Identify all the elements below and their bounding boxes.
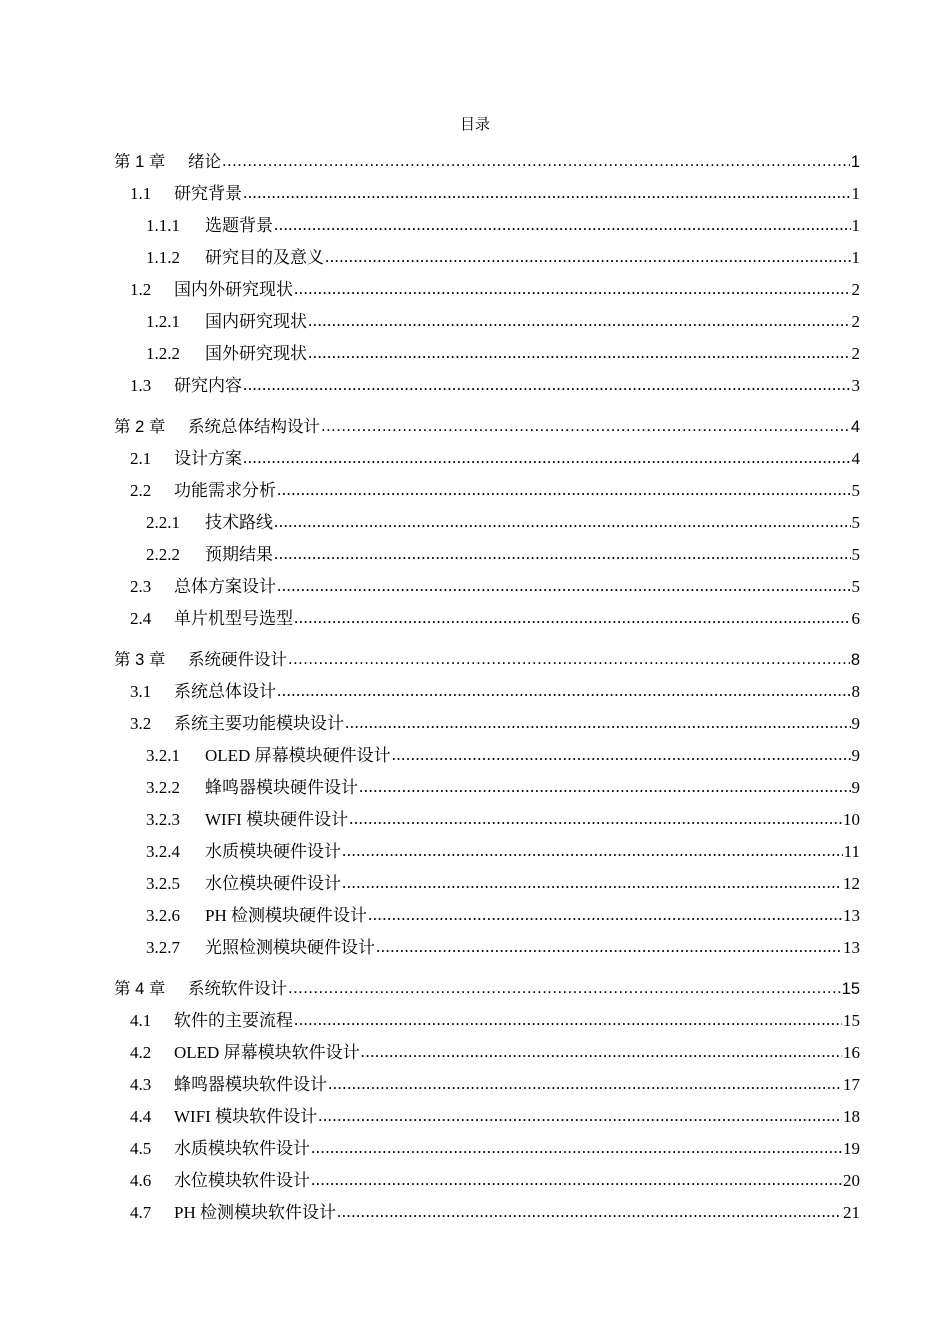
toc-dot-leader xyxy=(222,145,850,177)
toc-dot-leader xyxy=(321,410,850,442)
toc-chapter-entry[interactable] xyxy=(114,411,860,443)
toc-section-entry[interactable] xyxy=(114,370,860,402)
toc-entry-page-number: 1 xyxy=(851,248,860,267)
toc-dot-leader xyxy=(243,369,851,401)
toc-entry-page-number: 18 xyxy=(843,1107,860,1126)
toc-section-entry[interactable] xyxy=(114,1165,860,1197)
toc-dot-leader xyxy=(277,675,851,707)
toc-entry-number: 第 4 章 xyxy=(114,980,166,998)
toc-section-entry[interactable] xyxy=(114,932,860,964)
toc-dot-leader xyxy=(277,474,851,506)
toc-entry-title: 国内研究现状 xyxy=(205,312,307,331)
toc-section-entry[interactable] xyxy=(114,443,860,475)
toc-dot-leader xyxy=(359,771,851,803)
toc-section-entry[interactable] xyxy=(114,900,860,932)
toc-entry-page-number: 3 xyxy=(851,376,860,395)
toc-entry-page-number: 17 xyxy=(843,1075,860,1094)
toc-entry-title: 水质模块硬件设计 xyxy=(205,842,341,861)
toc-entry-number: 1.1 xyxy=(130,184,152,203)
toc-entry-page-number: 1 xyxy=(851,216,860,235)
toc-entry-number: 1.3 xyxy=(130,376,152,395)
toc-dot-leader xyxy=(288,643,850,675)
toc-dot-leader xyxy=(294,273,851,305)
toc-entry-number: 4.5 xyxy=(130,1139,152,1158)
toc-entry-page-number: 5 xyxy=(851,545,860,564)
toc-entry-number: 第 3 章 xyxy=(114,651,166,669)
toc-entry-number: 4.2 xyxy=(130,1043,152,1062)
toc-entry-number: 3.1 xyxy=(130,682,152,701)
toc-section-entry[interactable] xyxy=(114,571,860,603)
toc-entry-number: 3.2 xyxy=(130,714,152,733)
toc-entry-number: 4.3 xyxy=(130,1075,152,1094)
toc-entry-title: PH 检测模块硬件设计 xyxy=(205,906,367,925)
toc-section-entry[interactable] xyxy=(114,507,860,539)
toc-entry-page-number: 9 xyxy=(851,778,860,797)
toc-entry-number: 3.2.4 xyxy=(146,842,180,861)
toc-chapter-entry[interactable] xyxy=(114,146,860,178)
toc-entry-title: 技术路线 xyxy=(205,513,273,532)
toc-entry-page-number: 8 xyxy=(851,682,860,701)
toc-entry-number: 2.3 xyxy=(130,577,152,596)
toc-entry-title: 水位模块硬件设计 xyxy=(205,874,341,893)
toc-entry-title: WIFI 模块硬件设计 xyxy=(205,810,349,829)
toc-section-entry[interactable] xyxy=(114,338,860,370)
toc-entry-title: 绪论 xyxy=(188,153,221,171)
toc-entry-number: 1.1.1 xyxy=(146,216,180,235)
toc-entry-title: 水位模块软件设计 xyxy=(174,1171,310,1190)
toc-dot-leader xyxy=(274,209,851,241)
toc-entry-page-number: 9 xyxy=(851,746,860,765)
toc-entry-number: 1.2.1 xyxy=(146,312,180,331)
toc-entry-number: 第 2 章 xyxy=(114,418,166,436)
toc-section-entry[interactable] xyxy=(114,1037,860,1069)
toc-entry-title: 系统硬件设计 xyxy=(188,651,287,669)
toc-entry-page-number: 11 xyxy=(843,842,860,861)
toc-entry-title: 研究目的及意义 xyxy=(205,248,324,267)
toc-entry-page-number: 5 xyxy=(851,577,860,596)
toc-entry-number: 1.2.2 xyxy=(146,344,180,363)
toc-entry-title: 国内外研究现状 xyxy=(174,280,293,299)
toc-entry-page-number: 5 xyxy=(851,513,860,532)
toc-section-entry[interactable] xyxy=(114,1101,860,1133)
toc-entry-number: 4.1 xyxy=(130,1011,152,1030)
toc-entry-title: 光照检测模块硬件设计 xyxy=(205,938,375,957)
toc-entry-page-number: 9 xyxy=(851,714,860,733)
toc-entry-number: 3.2.3 xyxy=(146,810,180,829)
toc-dot-leader xyxy=(308,337,851,369)
toc-entry-title: 系统主要功能模块设计 xyxy=(174,714,344,733)
toc-dot-leader xyxy=(294,1004,842,1036)
toc-entry-title: 系统总体结构设计 xyxy=(188,418,320,436)
toc-entry-page-number: 13 xyxy=(843,906,860,925)
toc-chapter-entry[interactable] xyxy=(114,644,860,676)
toc-entry-page-number: 4 xyxy=(851,449,860,468)
toc-entry-title: 软件的主要流程 xyxy=(174,1011,293,1030)
toc-entry-title: WIFI 模块软件设计 xyxy=(174,1107,318,1126)
toc-entry-page-number: 2 xyxy=(851,312,860,331)
toc-entry-page-number: 16 xyxy=(843,1043,860,1062)
toc-entry-page-number: 4 xyxy=(850,418,860,436)
toc-entry-page-number: 1 xyxy=(851,184,860,203)
toc-entry-page-number: 19 xyxy=(843,1139,860,1158)
toc-section-entry[interactable] xyxy=(114,475,860,507)
toc-entry-page-number: 15 xyxy=(841,980,860,998)
toc-entry-page-number: 5 xyxy=(851,481,860,500)
table-of-contents xyxy=(114,146,860,1229)
toc-entry-title: 系统总体设计 xyxy=(174,682,276,701)
toc-entry-title: 蜂鸣器模块硬件设计 xyxy=(205,778,358,797)
toc-entry-page-number: 6 xyxy=(851,609,860,628)
toc-entry-page-number: 8 xyxy=(850,651,860,669)
toc-entry-title: 研究背景 xyxy=(174,184,242,203)
toc-entry-title: 总体方案设计 xyxy=(174,577,276,596)
toc-section-entry[interactable] xyxy=(114,708,860,740)
toc-entry-number: 4.6 xyxy=(130,1171,152,1190)
toc-entry-page-number: 10 xyxy=(843,810,860,829)
toc-section-entry[interactable] xyxy=(114,306,860,338)
toc-dot-leader xyxy=(243,177,851,209)
toc-entry-page-number: 2 xyxy=(851,344,860,363)
toc-entry-number: 4.7 xyxy=(130,1203,152,1222)
toc-entry-number: 3.2.6 xyxy=(146,906,180,925)
toc-section-entry[interactable] xyxy=(114,178,860,210)
toc-dot-leader xyxy=(392,739,851,771)
toc-section-entry[interactable] xyxy=(114,804,860,836)
toc-entry-title: 国外研究现状 xyxy=(205,344,307,363)
toc-entry-page-number: 21 xyxy=(843,1203,860,1222)
toc-dot-leader xyxy=(368,899,842,931)
toc-section-entry[interactable] xyxy=(114,210,860,242)
toc-dot-leader xyxy=(318,1100,842,1132)
toc-entry-number: 2.1 xyxy=(130,449,152,468)
toc-section-entry[interactable] xyxy=(114,1197,860,1229)
toc-entry-title: 预期结果 xyxy=(205,545,273,564)
toc-chapter-entry[interactable] xyxy=(114,973,860,1005)
toc-dot-leader xyxy=(361,1036,842,1068)
toc-entry-number: 2.2 xyxy=(130,481,152,500)
toc-section-entry[interactable] xyxy=(114,676,860,708)
toc-entry-number: 3.2.2 xyxy=(146,778,180,797)
toc-dot-leader xyxy=(376,931,842,963)
toc-dot-leader xyxy=(308,305,851,337)
toc-entry-number: 3.2.1 xyxy=(146,746,180,765)
toc-entry-page-number: 20 xyxy=(843,1171,860,1190)
toc-dot-leader xyxy=(243,442,851,474)
toc-entry-title: 设计方案 xyxy=(174,449,242,468)
toc-entry-page-number: 15 xyxy=(843,1011,860,1030)
toc-entry-number: 2.2.1 xyxy=(146,513,180,532)
toc-dot-leader xyxy=(325,241,851,273)
toc-dot-leader xyxy=(288,972,841,1004)
toc-dot-leader xyxy=(342,867,842,899)
toc-entry-title: 蜂鸣器模块软件设计 xyxy=(174,1075,327,1094)
toc-section-entry[interactable] xyxy=(114,274,860,306)
toc-entry-title: PH 检测模块软件设计 xyxy=(174,1203,336,1222)
toc-title: 目录 xyxy=(459,117,490,133)
toc-entry-page-number: 1 xyxy=(850,153,860,171)
toc-dot-leader xyxy=(345,707,851,739)
toc-entry-number: 2.2.2 xyxy=(146,545,180,564)
toc-entry-number: 3.2.7 xyxy=(146,938,180,957)
toc-entry-number: 1.2 xyxy=(130,280,152,299)
toc-entry-title: 研究内容 xyxy=(174,376,242,395)
toc-entry-title: OLED 屏幕模块硬件设计 xyxy=(205,746,391,765)
toc-section-entry[interactable] xyxy=(114,539,860,571)
toc-entry-page-number: 13 xyxy=(843,938,860,957)
toc-entry-title: OLED 屏幕模块软件设计 xyxy=(174,1043,360,1062)
toc-entry-number: 4.4 xyxy=(130,1107,152,1126)
toc-entry-title: 单片机型号选型 xyxy=(174,609,293,628)
toc-section-entry[interactable] xyxy=(114,836,860,868)
toc-entry-number: 3.2.5 xyxy=(146,874,180,893)
toc-section-entry[interactable] xyxy=(114,1005,860,1037)
toc-dot-leader xyxy=(311,1132,842,1164)
toc-dot-leader xyxy=(294,602,851,634)
toc-entry-title: 水质模块软件设计 xyxy=(174,1139,310,1158)
toc-dot-leader xyxy=(274,538,851,570)
toc-section-entry[interactable] xyxy=(114,740,860,772)
toc-entry-number: 1.1.2 xyxy=(146,248,180,267)
toc-dot-leader xyxy=(349,803,842,835)
toc-entry-title: 选题背景 xyxy=(205,216,273,235)
toc-section-entry[interactable] xyxy=(114,772,860,804)
toc-dot-leader xyxy=(328,1068,842,1100)
toc-section-entry[interactable] xyxy=(114,603,860,635)
toc-entry-number: 第 1 章 xyxy=(114,153,166,171)
toc-section-entry[interactable] xyxy=(114,242,860,274)
toc-dot-leader xyxy=(337,1196,842,1228)
toc-section-entry[interactable] xyxy=(114,868,860,900)
toc-dot-leader xyxy=(342,835,843,867)
toc-entry-number: 2.4 xyxy=(130,609,152,628)
toc-dot-leader xyxy=(274,506,851,538)
toc-entry-page-number: 12 xyxy=(843,874,860,893)
toc-entry-title: 功能需求分析 xyxy=(174,481,276,500)
toc-entry-page-number: 2 xyxy=(851,280,860,299)
toc-dot-leader xyxy=(277,570,851,602)
toc-section-entry[interactable] xyxy=(114,1133,860,1165)
toc-dot-leader xyxy=(311,1164,842,1196)
toc-entry-title: 系统软件设计 xyxy=(188,980,287,998)
toc-section-entry[interactable] xyxy=(114,1069,860,1101)
